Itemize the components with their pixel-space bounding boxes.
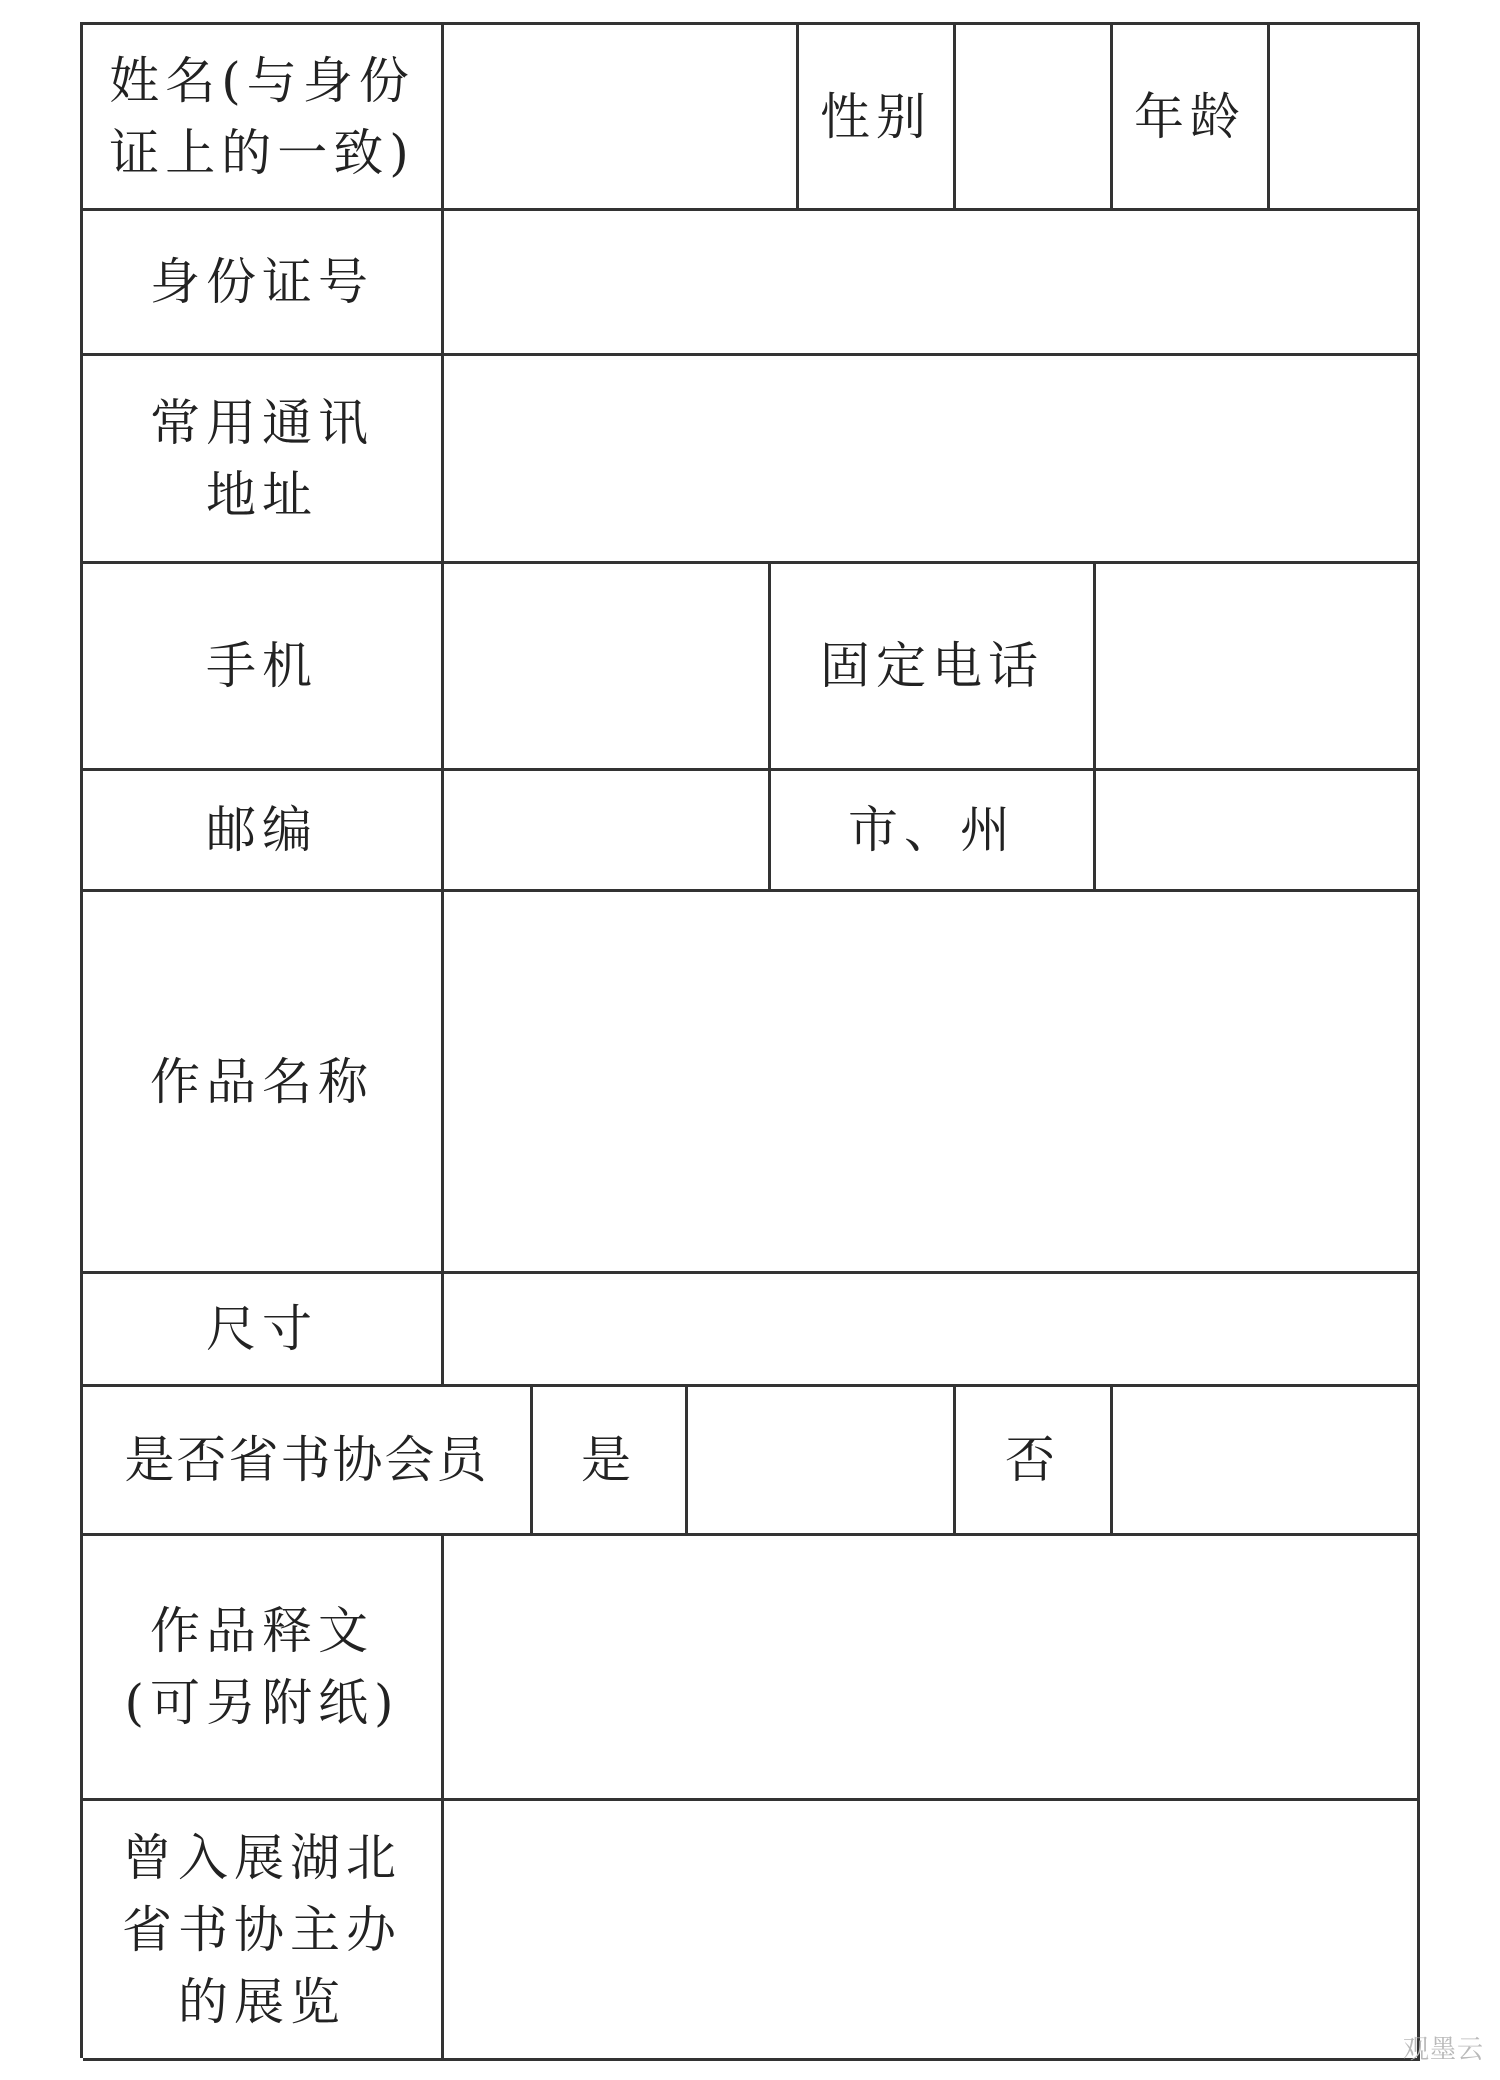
mobile-field[interactable] xyxy=(444,564,771,768)
entry-form xyxy=(80,22,1420,2058)
name-label-line-2: 证上的一致) xyxy=(109,123,415,182)
postcode-field[interactable] xyxy=(444,771,771,889)
membership-label xyxy=(83,1387,533,1533)
transcription-label xyxy=(83,1536,444,1798)
membership-yes-label-text: 是 xyxy=(581,1431,637,1489)
row-address xyxy=(83,356,1420,564)
row-membership xyxy=(83,1387,1420,1536)
artwork-title-label xyxy=(83,892,444,1271)
city-field[interactable] xyxy=(1096,771,1420,889)
exhibitions-label-line-2: 省书协主办 xyxy=(122,1900,402,1959)
membership-no-field[interactable] xyxy=(1113,1387,1420,1533)
membership-no-label xyxy=(956,1387,1113,1533)
size-label xyxy=(83,1274,444,1384)
landline-field[interactable] xyxy=(1096,564,1420,768)
address-label-line-1: 常用通讯 xyxy=(150,393,374,452)
row-size xyxy=(83,1274,1420,1387)
size-label-text: 尺寸 xyxy=(206,1300,318,1358)
exhibitions-label xyxy=(83,1801,444,2058)
name-field[interactable] xyxy=(444,25,799,208)
membership-label-text: 是否省书协会员 xyxy=(124,1431,489,1489)
row-phone xyxy=(83,564,1420,771)
row-name xyxy=(83,25,1420,211)
membership-yes-field[interactable] xyxy=(688,1387,956,1533)
membership-no-label-text: 否 xyxy=(1005,1431,1061,1489)
row-transcription xyxy=(83,1536,1420,1801)
exhibitions-field[interactable] xyxy=(444,1801,1420,2058)
size-field[interactable] xyxy=(444,1274,1420,1384)
city-label xyxy=(771,771,1096,889)
landline-label xyxy=(771,564,1096,768)
name-label-line-1: 姓名(与身份 xyxy=(109,51,415,110)
age-field[interactable] xyxy=(1270,25,1420,208)
row-exhibitions xyxy=(83,1801,1420,2061)
row-artwork-title xyxy=(83,892,1420,1274)
name-label xyxy=(83,25,444,208)
membership-yes-label xyxy=(533,1387,688,1533)
mobile-label xyxy=(83,564,444,768)
address-field[interactable] xyxy=(444,356,1420,561)
age-label-text: 年龄 xyxy=(1134,87,1246,146)
gender-field[interactable] xyxy=(956,25,1113,208)
mobile-label-text: 手机 xyxy=(206,637,318,695)
id-number-field[interactable] xyxy=(444,211,1420,353)
row-id-number xyxy=(83,211,1420,356)
gender-label-text: 性别 xyxy=(820,87,932,146)
watermark: 观墨云 xyxy=(1402,2035,1484,2065)
city-label-text: 市、州 xyxy=(848,801,1016,859)
artwork-title-label-text: 作品名称 xyxy=(150,1052,374,1111)
exhibitions-label-line-3: 的展览 xyxy=(178,1972,346,2031)
gender-label xyxy=(799,25,956,208)
transcription-field[interactable] xyxy=(444,1536,1420,1798)
row-postcode xyxy=(83,771,1420,892)
address-label-line-2: 地址 xyxy=(206,465,318,524)
age-label xyxy=(1113,25,1270,208)
transcription-label-line-1: 作品释文 xyxy=(149,1602,374,1660)
exhibitions-label-line-1: 曾入展湖北 xyxy=(122,1828,402,1887)
id-number-label-text: 身份证号 xyxy=(150,253,374,311)
artwork-title-field[interactable] xyxy=(444,892,1420,1271)
postcode-label-text: 邮编 xyxy=(206,801,318,859)
postcode-label xyxy=(83,771,444,889)
landline-label-text: 固定电话 xyxy=(820,637,1044,695)
address-label xyxy=(83,356,444,561)
transcription-label-line-2: (可另附纸) xyxy=(124,1674,400,1732)
id-number-label xyxy=(83,211,444,353)
